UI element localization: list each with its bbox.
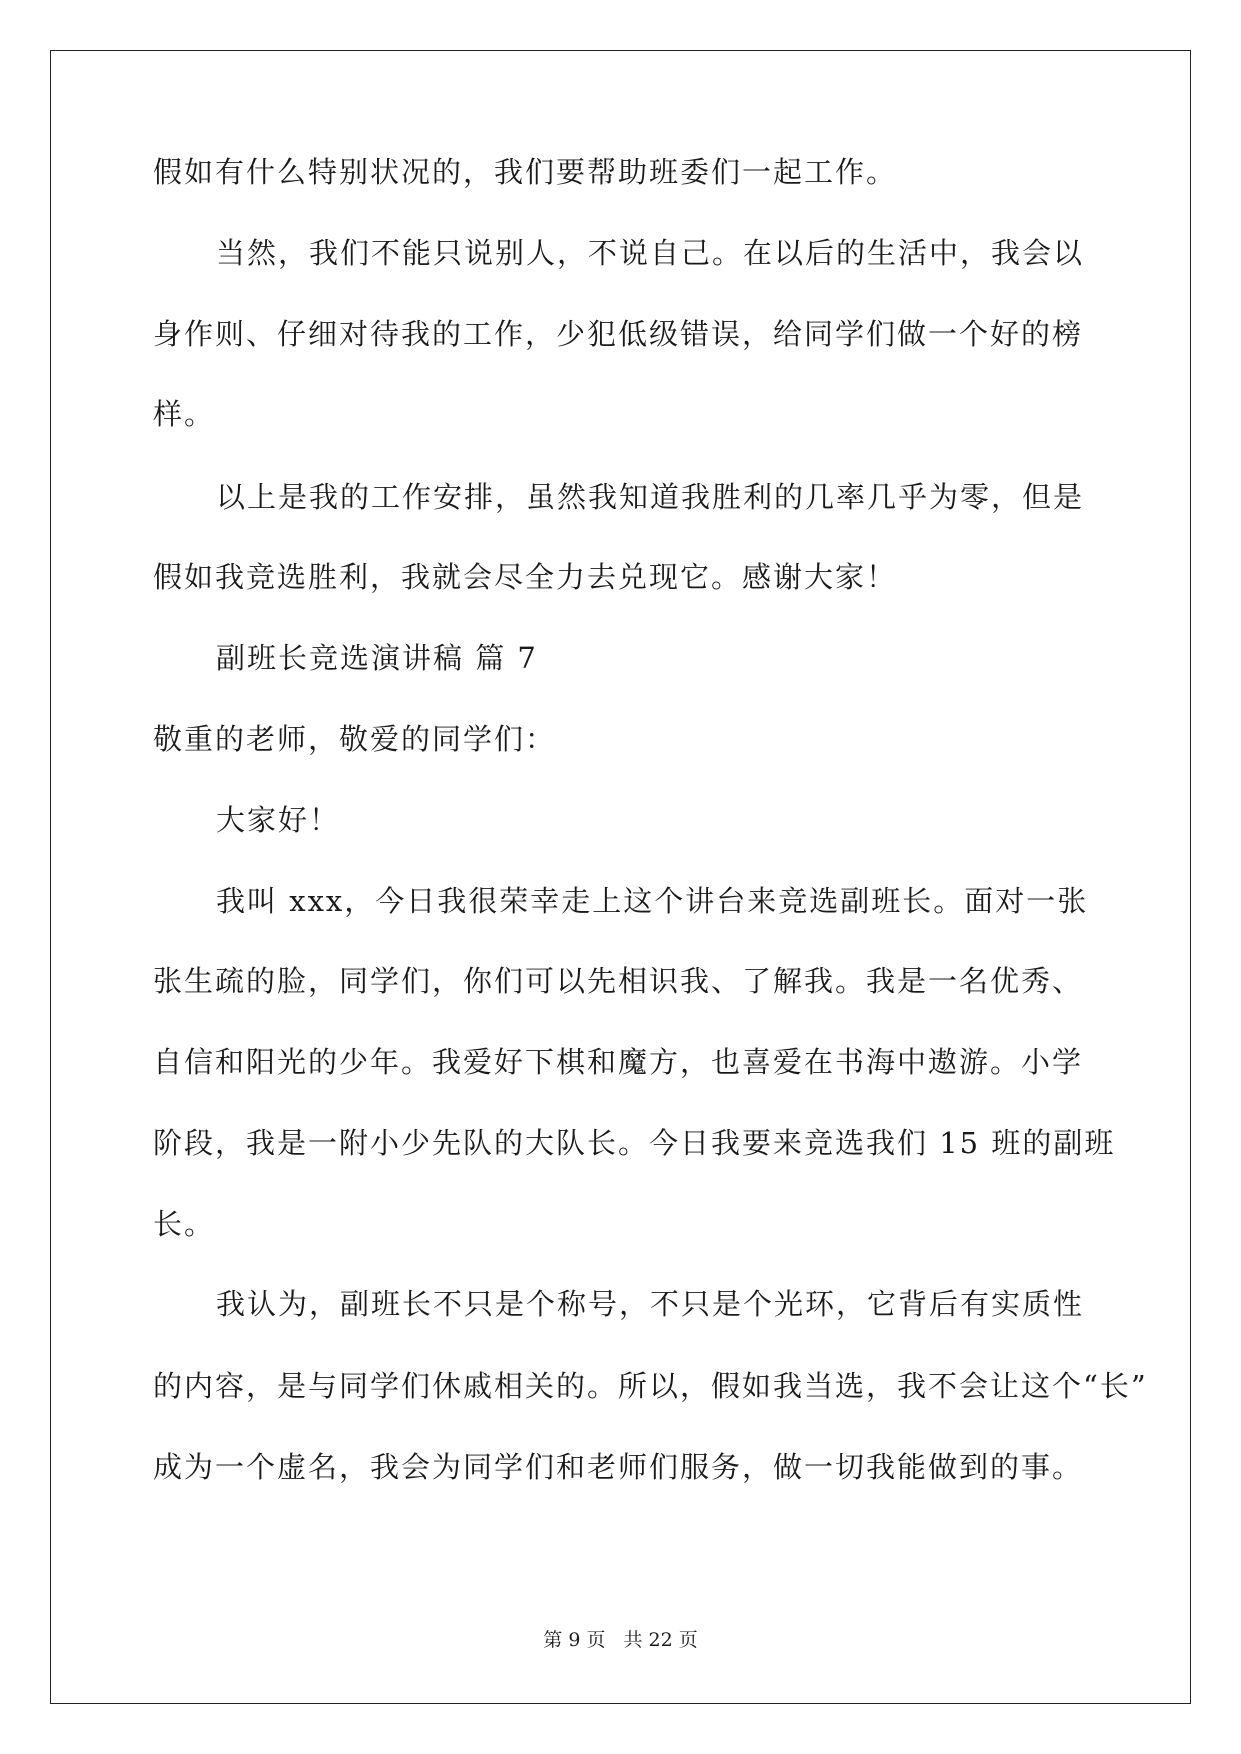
text-line: 成为一个虚名，我会为同学们和老师们服务，做一切我能做到的事。 bbox=[153, 1450, 1084, 1484]
text-line: 的内容，是与同学们休戚相关的。所以，假如我当选，我不会让这个“长” bbox=[153, 1369, 1148, 1403]
greeting: 大家好！ bbox=[216, 803, 341, 837]
text-line: 样。 bbox=[153, 397, 216, 431]
text-line: 长。 bbox=[153, 1207, 216, 1241]
text-line: 以上是我的工作安排，虽然我知道我胜利的几率几乎为零，但是 bbox=[216, 480, 1085, 514]
text-line: 我认为，副班长不只是个称号，不只是个光环，它背后有实质性 bbox=[216, 1287, 1085, 1321]
text-line: 假如我竞选胜利，我就会尽全力去兑现它。感谢大家！ bbox=[153, 560, 898, 594]
page-number-total: 共 22 页 bbox=[623, 1629, 698, 1651]
text-line: 张生疏的脸，同学们，你们可以先相识我、了解我。我是一名优秀、 bbox=[153, 964, 1084, 998]
text-line: 自信和阳光的少年。我爱好下棋和魔方，也喜爱在书海中遨游。小学 bbox=[153, 1045, 1084, 1079]
text-line: 当然，我们不能只说别人，不说自己。在以后的生活中，我会以 bbox=[216, 236, 1085, 270]
text-line: 假如有什么特别状况的，我们要帮助班委们一起工作。 bbox=[153, 155, 898, 189]
page-footer bbox=[0, 1628, 1241, 1652]
text-line: 我叫 xxx，今日我很荣幸走上这个讲台来竞选副班长。面对一张 bbox=[216, 884, 1089, 918]
salutation: 敬重的老师，敬爱的同学们： bbox=[153, 722, 557, 756]
text-line: 阶段，我是一附小少先队的大队长。今日我要来竞选我们 15 班的副班 bbox=[153, 1126, 1116, 1160]
section-heading: 副班长竞选演讲稿 篇 7 bbox=[216, 641, 538, 675]
text-line: 身作则、仔细对待我的工作，少犯低级错误，给同学们做一个好的榜 bbox=[153, 317, 1084, 351]
page-number-current: 第 9 页 bbox=[543, 1629, 606, 1651]
